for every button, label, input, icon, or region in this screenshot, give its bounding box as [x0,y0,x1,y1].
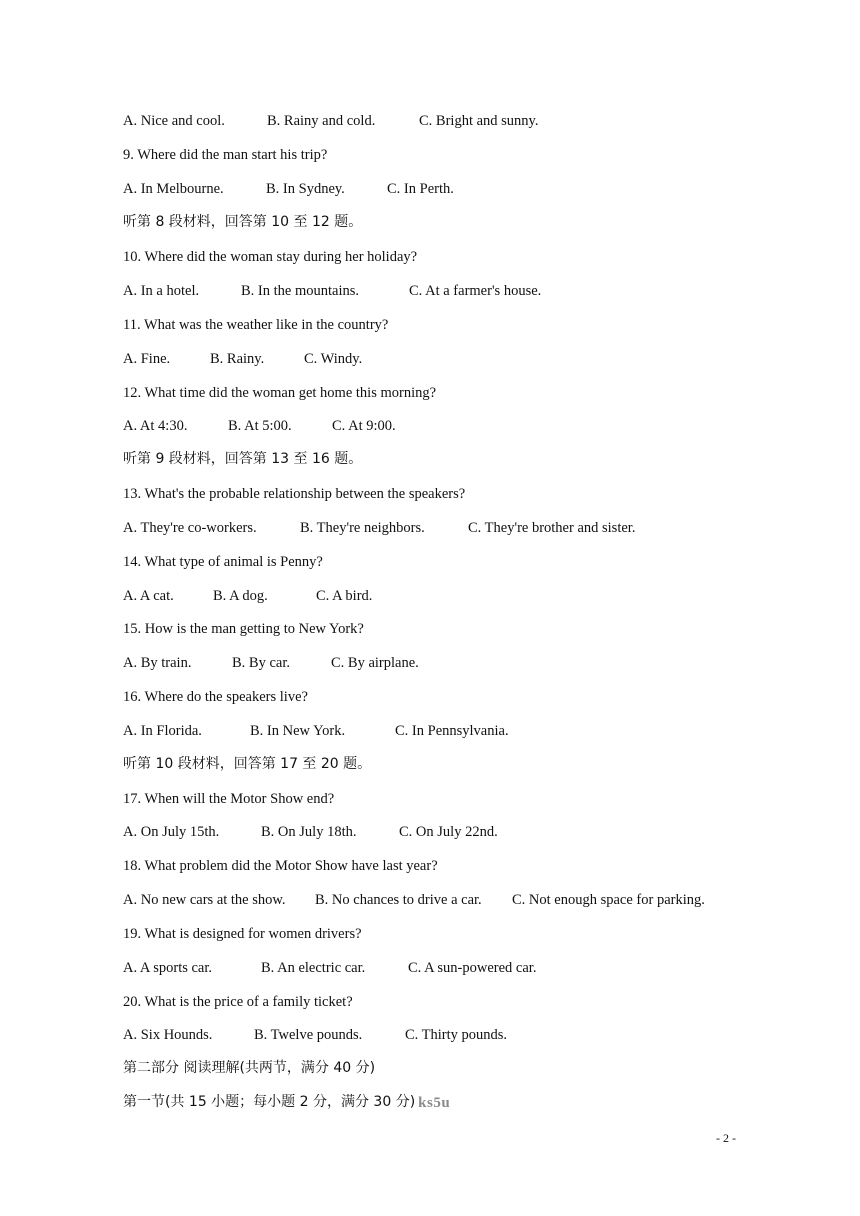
q11-option-a: A. Fine. [123,351,171,367]
section-8-instruction: 听第 8 段材料，回答第 10 至 12 题。 [123,214,363,230]
q20-question: 20. What is the price of a family ticket? [123,994,353,1010]
q15-option-a: A. By train. [123,655,192,671]
q10-option-b: B. In the mountains. [241,283,360,299]
part2-heading: 第二部分 阅读理解(共两节，满分 40 分) [123,1060,376,1076]
q9-option-b: B. In Sydney. [266,181,345,197]
q11-option-c: C. Windy. [304,351,363,367]
q19-option-a: A. A sports car. [123,960,213,976]
q13-option-b: B. They're neighbors. [300,520,425,536]
q15-option-b: B. By car. [232,655,290,671]
q12-option-c: C. At 9:00. [332,418,396,434]
q12-option-a: A. At 4:30. [123,418,188,434]
q10-question: 10. Where did the woman stay during her holiday? [123,249,418,265]
q13-option-a: A. They're co-workers. [123,520,257,536]
q18-option-a: A. No new cars at the show. [123,892,286,908]
q9-option-a: A. In Melbourne. [123,181,224,197]
q19-question: 19. What is designed for women drivers? [123,926,362,942]
q13-option-c: C. They're brother and sister. [468,520,636,536]
q11-option-b: B. Rainy. [210,351,265,367]
q18-option-b: B. No chances to drive a car. [315,892,482,908]
q18-question: 18. What problem did the Motor Show have last year? [123,858,438,874]
q14-option-a: A. A cat. [123,588,174,604]
ks5u-logo: ks5u [418,1095,451,1111]
q16-option-a: A. In Florida. [123,723,202,739]
q16-question: 16. Where do the speakers live? [123,689,308,705]
q17-option-a: A. On July 15th. [123,824,220,840]
q11-question: 11. What was the weather like in the country? [123,317,389,333]
q20-option-b: B. Twelve pounds. [254,1027,363,1043]
page-number: - 2 - [716,1131,736,1145]
q16-option-c: C. In Pennsylvania. [395,723,509,739]
q12-question: 12. What time did the woman get home this morning? [123,385,437,401]
q15-option-c: C. By airplane. [331,655,419,671]
q9-question: 9. Where did the man start his trip? [123,147,328,163]
q12-option-b: B. At 5:00. [228,418,292,434]
q8-option-b: B. Rainy and cold. [267,113,376,129]
part2-subheading-text: 第一节(共 15 小题；每小题 2 分，满分 30 分) [123,1094,416,1110]
q17-question: 17. When will the Motor Show end? [123,791,335,807]
q20-option-c: C. Thirty pounds. [405,1027,508,1043]
section-10-instruction: 听第 10 段材料，回答第 17 至 20 题。 [123,756,372,772]
q20-option-a: A. Six Hounds. [123,1027,213,1043]
q8-option-a: A. Nice and cool. [123,113,225,129]
q13-question: 13. What's the probable relationship between the speakers? [123,486,466,502]
q17-option-c: C. On July 22nd. [399,824,498,840]
q16-option-b: B. In New York. [250,723,346,739]
q15-question: 15. How is the man getting to New York? [123,621,364,637]
q14-option-c: C. A bird. [316,588,373,604]
q10-option-c: C. At a farmer's house. [409,283,542,299]
section-9-instruction: 听第 9 段材料，回答第 13 至 16 题。 [123,451,363,467]
q8-option-c: C. Bright and sunny. [419,113,539,129]
q14-option-b: B. A dog. [213,588,268,604]
q19-option-c: C. A sun-powered car. [408,960,537,976]
q17-option-b: B. On July 18th. [261,824,357,840]
q9-option-c: C. In Perth. [387,181,454,197]
q18-option-c: C. Not enough space for parking. [512,892,705,908]
q19-option-b: B. An electric car. [261,960,366,976]
q10-option-a: A. In a hotel. [123,283,200,299]
q14-question: 14. What type of animal is Penny? [123,554,323,570]
part2-subheading [123,1095,450,1111]
